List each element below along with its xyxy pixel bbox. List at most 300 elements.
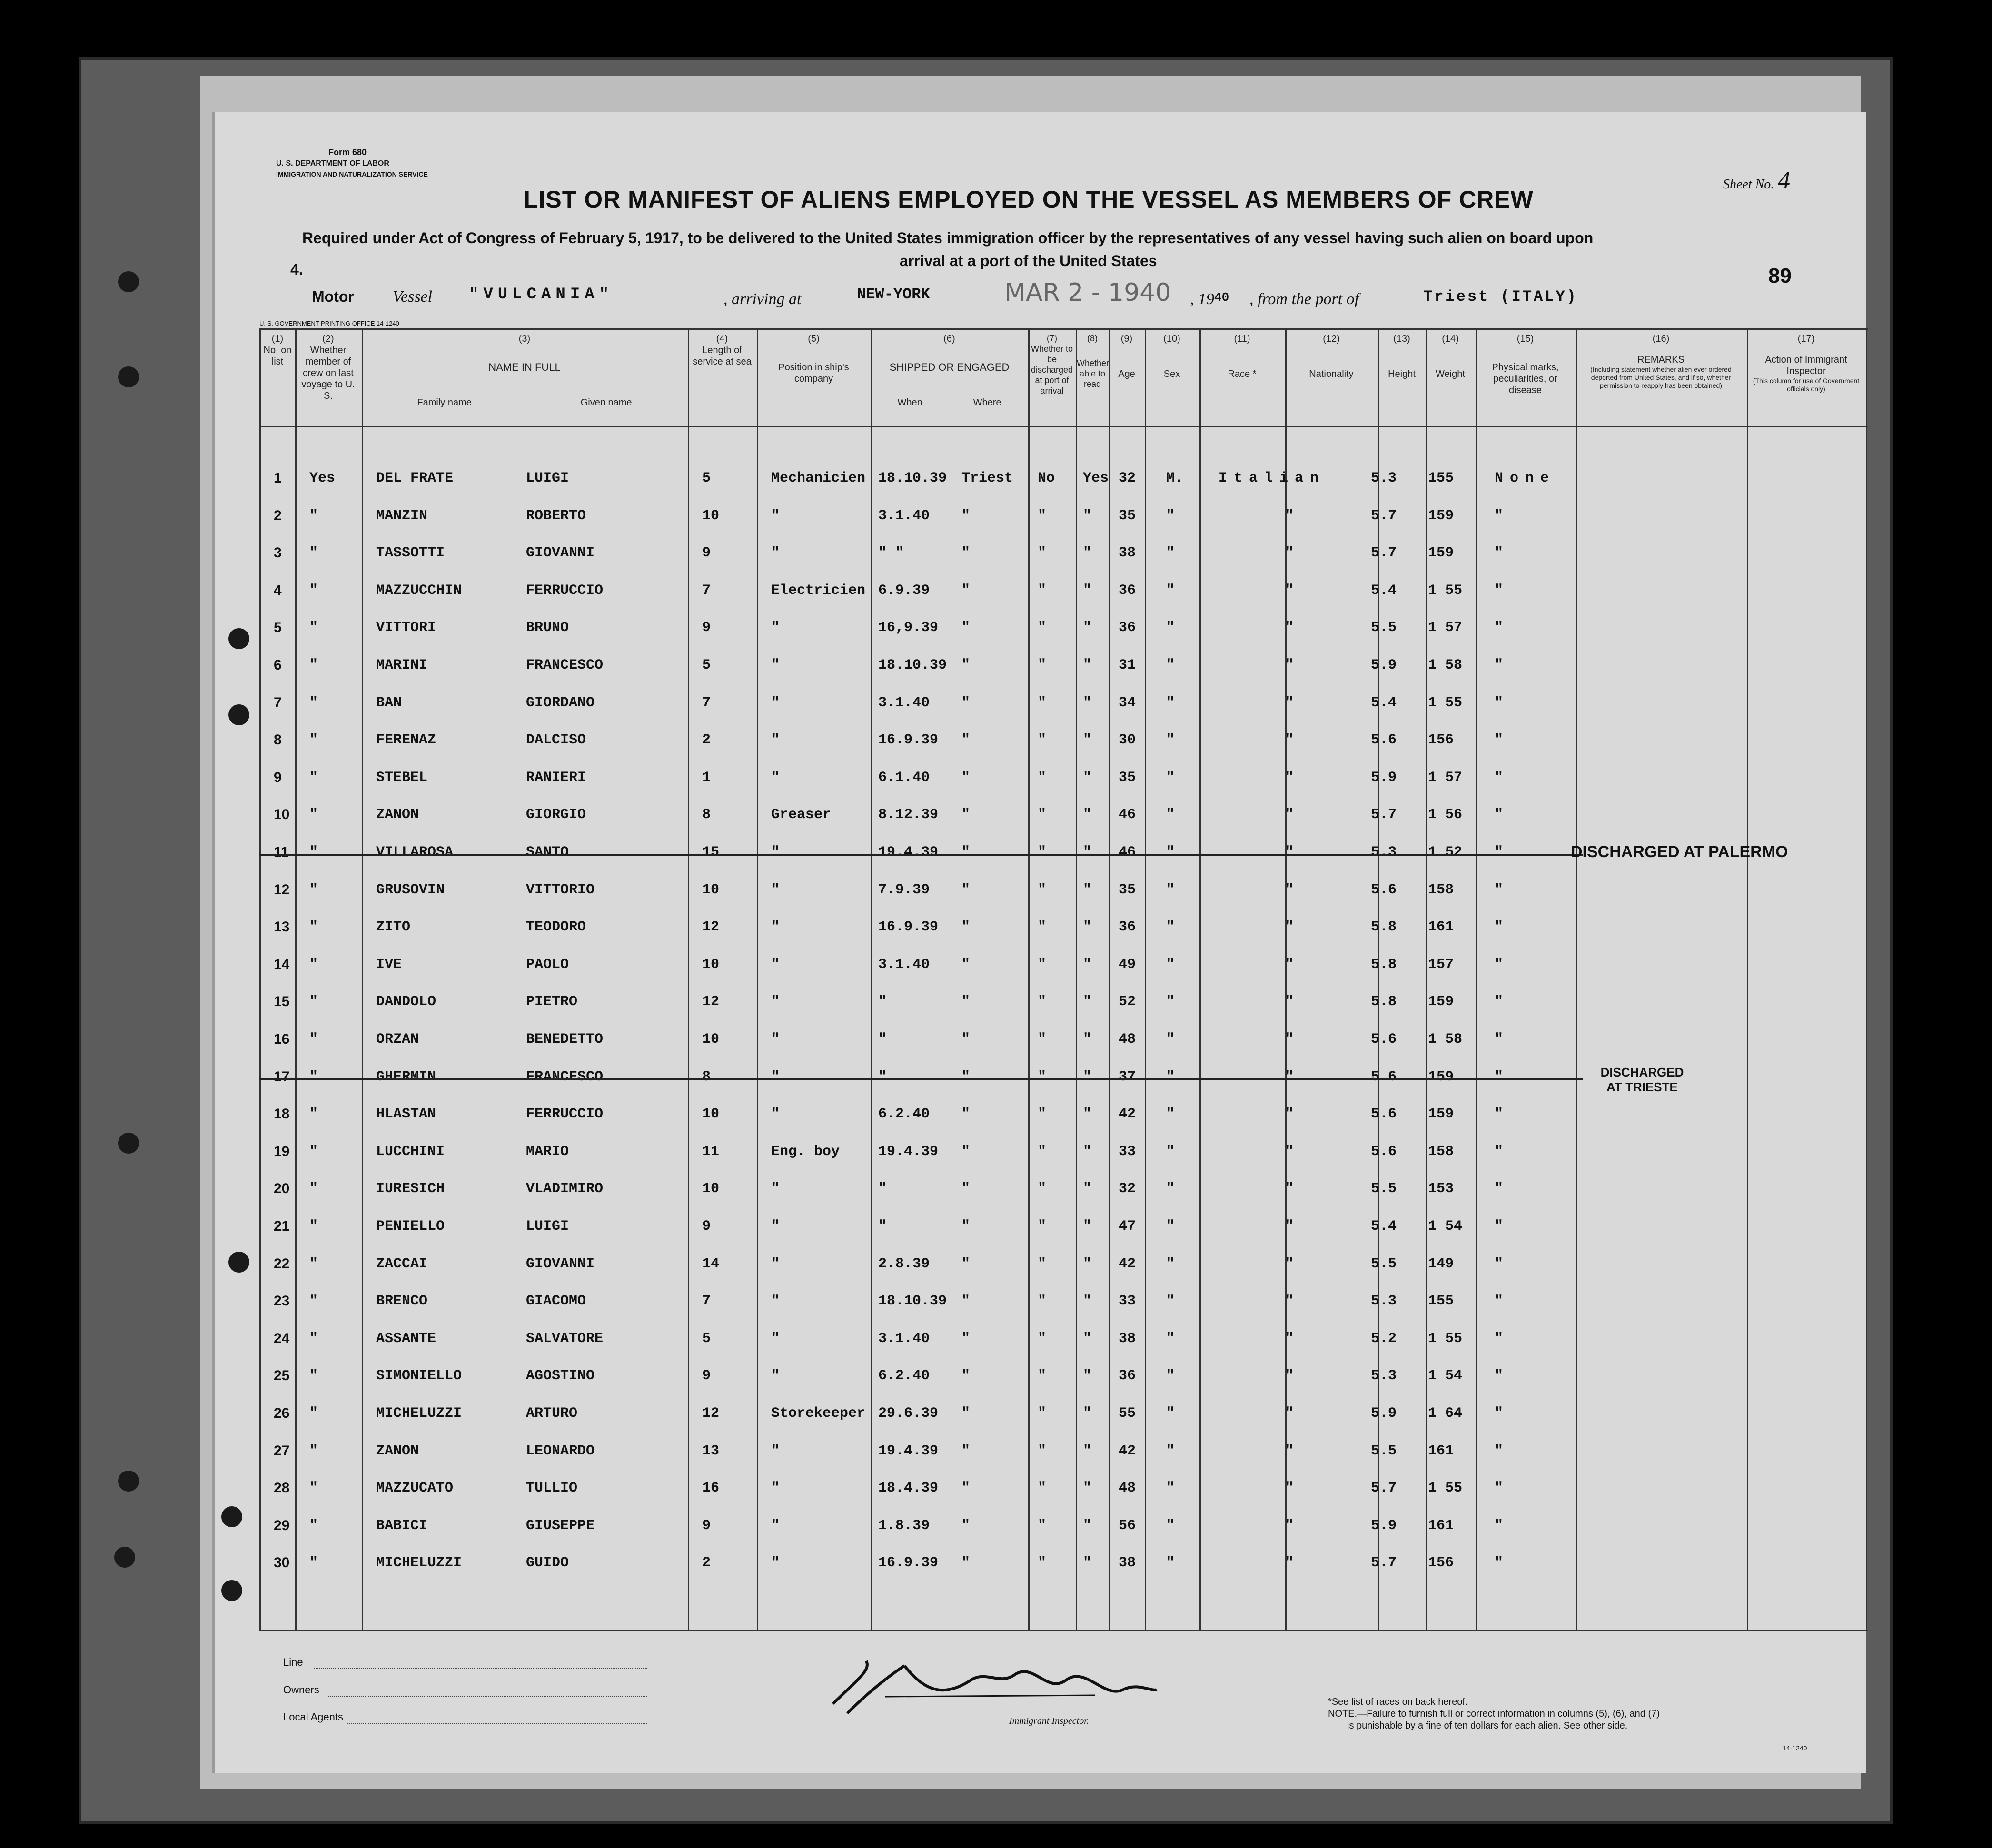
weight-cell: 158	[1428, 881, 1454, 898]
family-name-cell: DANDOLO	[376, 994, 436, 1010]
shipped-where-cell: "	[961, 1106, 971, 1123]
row-number: 3	[274, 545, 282, 561]
position-cell: "	[771, 507, 780, 524]
height-cell: 5.7	[1371, 1480, 1397, 1497]
given-name-cell: GIUSEPPE	[526, 1517, 595, 1534]
service-length-cell: 7	[702, 694, 711, 711]
discharge-cell: No	[1038, 470, 1055, 486]
from-label: , from the port of	[1249, 290, 1359, 308]
row-number: 22	[274, 1255, 290, 1272]
nationality-cell: "	[1285, 732, 1294, 749]
vessel-type: Motor	[312, 288, 354, 305]
shipped-when-cell: 19.4.39	[878, 844, 939, 860]
binder-hole-2	[118, 366, 139, 387]
sex-cell: "	[1166, 881, 1175, 898]
prev-voyage-cell: "	[309, 881, 318, 898]
given-name-cell: PIETRO	[526, 994, 578, 1010]
shipped-when-cell: 3.1.40	[878, 694, 930, 711]
given-name-cell: LUIGI	[526, 1218, 569, 1235]
position-cell: "	[771, 1555, 780, 1571]
height-cell: 5.3	[1371, 1368, 1397, 1384]
table-row	[0, 1135, 1992, 1172]
col-number: (15)	[1516, 334, 1534, 344]
shipped-where-cell: "	[961, 844, 971, 860]
age-cell: 55	[1119, 1405, 1136, 1422]
sex-cell: "	[1166, 1143, 1175, 1160]
position-cell: "	[771, 1181, 780, 1197]
family-name-cell: MANZIN	[376, 507, 428, 524]
weight-cell: 161	[1428, 1517, 1454, 1534]
col-subheaders	[872, 397, 1027, 408]
footer-agents-label: Local Agents	[283, 1711, 343, 1723]
col-header-8	[1077, 333, 1108, 389]
row-number: 10	[274, 807, 290, 823]
family-name-cell: STEBEL	[376, 769, 428, 786]
col-label: Sex	[1163, 369, 1180, 379]
row-number: 6	[274, 657, 282, 673]
shipped-where-cell: "	[961, 769, 971, 786]
physical-marks-cell: "	[1495, 807, 1504, 823]
discharge-cell: "	[1038, 620, 1047, 636]
fine-note-2: is punishable by a fine of ten dollars for each alien. See other side.	[1347, 1720, 1628, 1731]
physical-marks-cell: "	[1495, 1255, 1504, 1272]
shipped-when-cell: 16.9.39	[878, 732, 939, 749]
table-row	[0, 611, 1992, 648]
age-cell: 42	[1119, 1255, 1136, 1272]
age-cell: 36	[1119, 582, 1136, 599]
col-header-7	[1029, 333, 1075, 396]
family-name-cell: MAZZUCATO	[376, 1480, 454, 1497]
sex-cell: "	[1166, 994, 1175, 1010]
table-row	[0, 1397, 1992, 1434]
physical-marks-cell: "	[1495, 1480, 1504, 1497]
footer-owners-rule	[328, 1696, 647, 1697]
service-length-cell: 12	[702, 994, 720, 1010]
discharge-cell: "	[1038, 807, 1047, 823]
age-cell: 42	[1119, 1106, 1136, 1123]
row-number: 21	[274, 1218, 290, 1234]
sex-cell: "	[1166, 1368, 1175, 1384]
position-cell: "	[771, 919, 780, 936]
row-number: 25	[274, 1368, 290, 1384]
position-cell: Greaser	[771, 807, 832, 823]
fine-note-1: NOTE.—Failure to furnish full or correct information in columns (5), (6), and (7)	[1328, 1709, 1660, 1719]
col-label: Physical marks, peculiarities, or disease	[1492, 362, 1559, 395]
discharge-cell: "	[1038, 1068, 1047, 1085]
weight-cell: 1 57	[1428, 620, 1463, 636]
discharge-cell: "	[1038, 1443, 1047, 1459]
prev-voyage-cell: "	[309, 1218, 318, 1235]
physical-marks-cell: "	[1495, 956, 1504, 973]
shipped-when-cell: 3.1.40	[878, 507, 930, 524]
col-sub-when: When	[897, 397, 922, 408]
family-name-cell: BAN	[376, 694, 402, 711]
year-label	[1190, 290, 1229, 308]
table-row	[0, 873, 1992, 910]
physical-marks-cell: "	[1495, 1143, 1504, 1160]
col-header-11	[1200, 333, 1284, 380]
shipped-when-cell: "	[878, 1218, 887, 1235]
given-name-cell: SALVATORE	[526, 1330, 604, 1347]
year-value: 40	[1214, 290, 1229, 305]
col-note: (Including statement whether alien ever ordered deported from United States, and if so, whether permission to reapply has been obtained)	[1590, 366, 1732, 389]
form-number: Form 680	[328, 148, 367, 157]
given-name-cell: BENEDETTO	[526, 1031, 604, 1048]
given-name-cell: GIOVANNI	[526, 545, 595, 562]
page-subtitle-2: arrival at a port of the United States	[900, 252, 1157, 269]
shipped-where-cell: "	[961, 1255, 971, 1272]
physical-marks-cell: "	[1495, 1330, 1504, 1347]
service-length-cell: 9	[702, 620, 711, 636]
shipped-where-cell: "	[961, 1443, 971, 1459]
nationality-cell: "	[1285, 769, 1294, 786]
table-row	[0, 649, 1992, 686]
weight-cell: 159	[1428, 507, 1454, 524]
prev-voyage-cell: "	[309, 507, 318, 524]
shipped-where-cell: "	[961, 732, 971, 749]
service-length-cell: 11	[702, 1143, 720, 1160]
position-cell: "	[771, 881, 780, 898]
able-to-read-cell: "	[1083, 994, 1092, 1010]
table-row	[0, 686, 1992, 723]
discharge-cell: "	[1038, 1106, 1047, 1123]
prev-voyage-cell: "	[309, 1555, 318, 1571]
able-to-read-cell: "	[1083, 1106, 1092, 1123]
sex-cell: "	[1166, 1218, 1175, 1235]
physical-marks-cell: "	[1495, 657, 1504, 673]
service-length-cell: 10	[702, 881, 720, 898]
position-cell: "	[771, 1031, 780, 1048]
table-row	[0, 836, 1992, 873]
position-cell: "	[771, 732, 780, 749]
sex-cell: "	[1166, 1405, 1175, 1422]
service-length-cell: 8	[702, 807, 711, 823]
weight-cell: 159	[1428, 1106, 1454, 1123]
weight-cell: 161	[1428, 1443, 1454, 1459]
physical-marks-cell: "	[1495, 582, 1504, 599]
nationality-cell: "	[1285, 881, 1294, 898]
row-number: 17	[274, 1068, 290, 1085]
sex-cell: "	[1166, 844, 1175, 860]
sex-cell: "	[1166, 769, 1175, 786]
height-cell: 5.6	[1371, 881, 1397, 898]
shipped-where-cell: "	[961, 1218, 971, 1235]
height-cell: 5.5	[1371, 1443, 1397, 1459]
row-number: 19	[274, 1143, 290, 1159]
shipped-when-cell: 18.10.39	[878, 1293, 947, 1310]
inspector-signature	[828, 1651, 1161, 1723]
height-cell: 5.4	[1371, 582, 1397, 599]
service-length-cell: 13	[702, 1443, 720, 1459]
physical-marks-cell: "	[1495, 1031, 1504, 1048]
able-to-read-cell: "	[1083, 1480, 1092, 1497]
service-length-cell: 12	[702, 1405, 720, 1422]
discharge-cell: "	[1038, 582, 1047, 599]
physical-marks-cell: "	[1495, 919, 1504, 936]
physical-marks-cell: "	[1495, 1555, 1504, 1571]
weight-cell: 156	[1428, 1555, 1454, 1571]
weight-cell: 159	[1428, 545, 1454, 562]
age-cell: 32	[1119, 1181, 1136, 1197]
weight-cell: 149	[1428, 1255, 1454, 1272]
family-name-cell: MAZZUCCHIN	[376, 582, 462, 599]
sex-cell: "	[1166, 732, 1175, 749]
row-number: 1	[274, 470, 282, 486]
prev-voyage-cell: "	[309, 919, 318, 936]
given-name-cell: DALCISO	[526, 732, 586, 749]
sex-cell: "	[1166, 1255, 1175, 1272]
nationality-cell: "	[1285, 1293, 1294, 1310]
family-name-cell: ASSANTE	[376, 1330, 436, 1347]
row-number: 2	[274, 507, 282, 524]
height-cell: 5.6	[1371, 1031, 1397, 1048]
weight-cell: 1 58	[1428, 657, 1463, 673]
col-header-14	[1427, 333, 1474, 380]
height-cell: 5.5	[1371, 620, 1397, 636]
row-number: 12	[274, 881, 290, 898]
position-cell: "	[771, 956, 780, 973]
physical-marks-cell: "	[1495, 1517, 1504, 1534]
family-name-cell: PENIELLO	[376, 1218, 445, 1235]
prev-voyage-cell: "	[309, 956, 318, 973]
prev-voyage-cell: "	[309, 1068, 318, 1085]
table-row	[0, 1434, 1992, 1472]
shipped-where-cell: "	[961, 1555, 971, 1571]
able-to-read-cell: "	[1083, 1405, 1092, 1422]
given-name-cell: RANIERI	[526, 769, 586, 786]
race-cell: Italian	[1219, 470, 1326, 486]
page-subtitle-1: Required under Act of Congress of February 5, 1917, to be delivered to the United States immigration officer by the representatives of any vessel having such alien on board upon	[302, 229, 1594, 247]
weight-cell: 1 57	[1428, 769, 1463, 786]
able-to-read-cell: "	[1083, 1255, 1092, 1272]
table-row	[0, 910, 1992, 948]
shipped-when-cell: 3.1.40	[878, 1330, 930, 1347]
weight-cell: 1 54	[1428, 1218, 1463, 1235]
col-header-12	[1286, 333, 1377, 380]
given-name-cell: GIACOMO	[526, 1293, 586, 1310]
nationality-cell: "	[1285, 1443, 1294, 1459]
discharge-cell: "	[1038, 1330, 1047, 1347]
table-row	[0, 1509, 1992, 1546]
discharge-cell: "	[1038, 881, 1047, 898]
date-stamp: MAR 2 - 1940	[1004, 278, 1171, 307]
col-header-15	[1477, 333, 1574, 396]
nationality-cell: "	[1285, 994, 1294, 1010]
sex-cell: "	[1166, 657, 1175, 673]
shipped-when-cell: 6.1.40	[878, 769, 930, 786]
nationality-cell: "	[1285, 620, 1294, 636]
given-name-cell: FERRUCCIO	[526, 582, 604, 599]
service-length-cell: 12	[702, 919, 720, 936]
able-to-read-cell: "	[1083, 1368, 1092, 1384]
able-to-read-cell: "	[1083, 1031, 1092, 1048]
position-cell: "	[771, 1293, 780, 1310]
able-to-read-cell: "	[1083, 881, 1092, 898]
table-row	[0, 948, 1992, 985]
age-cell: 31	[1119, 657, 1136, 673]
physical-marks-cell: "	[1495, 1068, 1504, 1085]
given-name-cell: FRANCESCO	[526, 1068, 604, 1085]
age-cell: 49	[1119, 956, 1136, 973]
able-to-read-cell: "	[1083, 545, 1092, 562]
family-name-cell: ZACCAI	[376, 1255, 428, 1272]
col-number: (14)	[1442, 334, 1459, 344]
table-row	[0, 798, 1992, 835]
nationality-cell: "	[1285, 1405, 1294, 1422]
sex-cell: "	[1166, 919, 1175, 936]
service-length-cell: 9	[702, 1218, 711, 1235]
col-label: SHIPPED OR ENGAGED	[889, 361, 1010, 373]
physical-marks-cell: None	[1495, 470, 1556, 486]
nationality-cell: "	[1285, 1480, 1294, 1497]
nationality-cell: "	[1285, 1368, 1294, 1384]
family-name-cell: VITTORI	[376, 620, 436, 636]
able-to-read-cell: "	[1083, 732, 1092, 749]
family-name-cell: ORZAN	[376, 1031, 419, 1048]
shipped-where-cell: "	[961, 1330, 971, 1347]
col-sub-where: Where	[973, 397, 1001, 408]
shipped-when-cell: 2.8.39	[878, 1255, 930, 1272]
remarks-stamp: DISCHARGED AT TRIESTE	[1600, 1065, 1684, 1094]
weight-cell: 1 64	[1428, 1405, 1463, 1422]
shipped-when-cell: 8.12.39	[878, 807, 939, 823]
able-to-read-cell: "	[1083, 694, 1092, 711]
sex-cell: "	[1166, 1293, 1175, 1310]
discharge-cell: "	[1038, 956, 1047, 973]
weight-cell: 153	[1428, 1181, 1454, 1197]
shipped-where-cell: "	[961, 507, 971, 524]
able-to-read-cell: "	[1083, 1443, 1092, 1459]
discharge-cell: "	[1038, 507, 1047, 524]
position-cell: "	[771, 1480, 780, 1497]
table-row	[0, 1097, 1992, 1135]
col-header-16	[1576, 333, 1745, 390]
table-row	[0, 1472, 1992, 1509]
able-to-read-cell: "	[1083, 919, 1092, 936]
able-to-read-cell: "	[1083, 956, 1092, 973]
service-length-cell: 9	[702, 1517, 711, 1534]
nationality-cell: "	[1285, 507, 1294, 524]
row-number: 4	[274, 582, 282, 598]
position-cell: "	[771, 1368, 780, 1384]
discharge-cell: "	[1038, 545, 1047, 562]
given-name-cell: ROBERTO	[526, 507, 586, 524]
col-header-3	[363, 333, 686, 408]
able-to-read-cell: "	[1083, 620, 1092, 636]
shipped-when-cell: 18.10.39	[878, 657, 947, 673]
position-cell: "	[771, 694, 780, 711]
inspector-label: Immigrant Inspector.	[1009, 1716, 1089, 1726]
sex-cell: "	[1166, 545, 1175, 562]
page-number: 89	[1768, 264, 1792, 287]
col-number: (4)	[716, 334, 728, 344]
height-cell: 5.6	[1371, 1143, 1397, 1160]
table-row	[0, 536, 1992, 573]
given-name-cell: VLADIMIRO	[526, 1181, 604, 1197]
physical-marks-cell: "	[1495, 994, 1504, 1010]
discharge-cell: "	[1038, 1143, 1047, 1160]
col-label: Nationality	[1309, 369, 1354, 379]
family-name-cell: GRUSOVIN	[376, 881, 445, 898]
sex-cell: "	[1166, 1555, 1175, 1571]
height-cell: 5.3	[1371, 844, 1397, 860]
col-header-17	[1748, 333, 1864, 393]
weight-cell: 1 52	[1428, 844, 1463, 860]
height-cell: 5.9	[1371, 657, 1397, 673]
given-name-cell: ARTURO	[526, 1405, 578, 1422]
age-cell: 52	[1119, 994, 1136, 1010]
nationality-cell: "	[1285, 582, 1294, 599]
prev-voyage-cell: "	[309, 1255, 318, 1272]
service-length-cell: 14	[702, 1255, 720, 1272]
nationality-cell: "	[1285, 694, 1294, 711]
position-cell: Electricien	[771, 582, 866, 599]
discharge-cell: "	[1038, 694, 1047, 711]
shipped-when-cell: 3.1.40	[878, 956, 930, 973]
given-name-cell: FERRUCCIO	[526, 1106, 604, 1123]
weight-cell: 159	[1428, 994, 1454, 1010]
able-to-read-cell: "	[1083, 1218, 1092, 1235]
arriving-label: , arriving at	[723, 290, 802, 308]
nationality-cell: "	[1285, 919, 1294, 936]
shipped-where-cell: Triest	[961, 470, 1013, 486]
service-length-cell: 9	[702, 1368, 711, 1384]
physical-marks-cell: "	[1495, 732, 1504, 749]
weight-cell: 1 58	[1428, 1031, 1463, 1048]
age-cell: 33	[1119, 1293, 1136, 1310]
able-to-read-cell: "	[1083, 582, 1092, 599]
prev-voyage-cell: "	[309, 1293, 318, 1310]
height-cell: 5.7	[1371, 807, 1397, 823]
age-cell: 38	[1119, 545, 1136, 562]
table-row	[0, 1023, 1992, 1060]
family-name-cell: ZANON	[376, 807, 419, 823]
row-number: 5	[274, 620, 282, 636]
height-cell: 5.6	[1371, 1068, 1397, 1085]
shipped-when-cell: 6.9.39	[878, 582, 930, 599]
given-name-cell: BRUNO	[526, 620, 569, 636]
col-number: (7)	[1047, 334, 1057, 343]
shipped-when-cell: 19.4.39	[878, 1443, 939, 1459]
form-code: 14-1240	[1783, 1744, 1807, 1752]
nationality-cell: "	[1285, 1143, 1294, 1160]
nationality-cell: "	[1285, 956, 1294, 973]
row-number: 9	[274, 769, 282, 785]
col-number: (9)	[1120, 334, 1133, 344]
col-label: Race *	[1228, 369, 1257, 379]
col-label: Height	[1388, 369, 1416, 379]
shipped-when-cell: 19.4.39	[878, 1143, 939, 1160]
col-label: REMARKS	[1637, 355, 1685, 365]
nationality-cell: "	[1285, 807, 1294, 823]
row-number: 11	[274, 844, 289, 860]
prev-voyage-cell: "	[309, 545, 318, 562]
nationality-cell: "	[1285, 1106, 1294, 1123]
col-label: Whether to be discharged at port of arrival	[1031, 344, 1073, 395]
vessel-name: "VULCANIA"	[469, 286, 614, 304]
given-name-cell: GUIDO	[526, 1555, 569, 1571]
col-number: (11)	[1234, 334, 1250, 344]
shipped-when-cell: 16,9.39	[878, 620, 939, 636]
age-cell: 46	[1119, 844, 1136, 860]
shipped-when-cell: "	[878, 1181, 887, 1197]
age-cell: 34	[1119, 694, 1136, 711]
row-number: 15	[274, 994, 290, 1010]
given-name-cell: FRANCESCO	[526, 657, 604, 673]
age-cell: 48	[1119, 1480, 1136, 1497]
able-to-read-cell: "	[1083, 1181, 1092, 1197]
shipped-where-cell: "	[961, 1517, 971, 1534]
